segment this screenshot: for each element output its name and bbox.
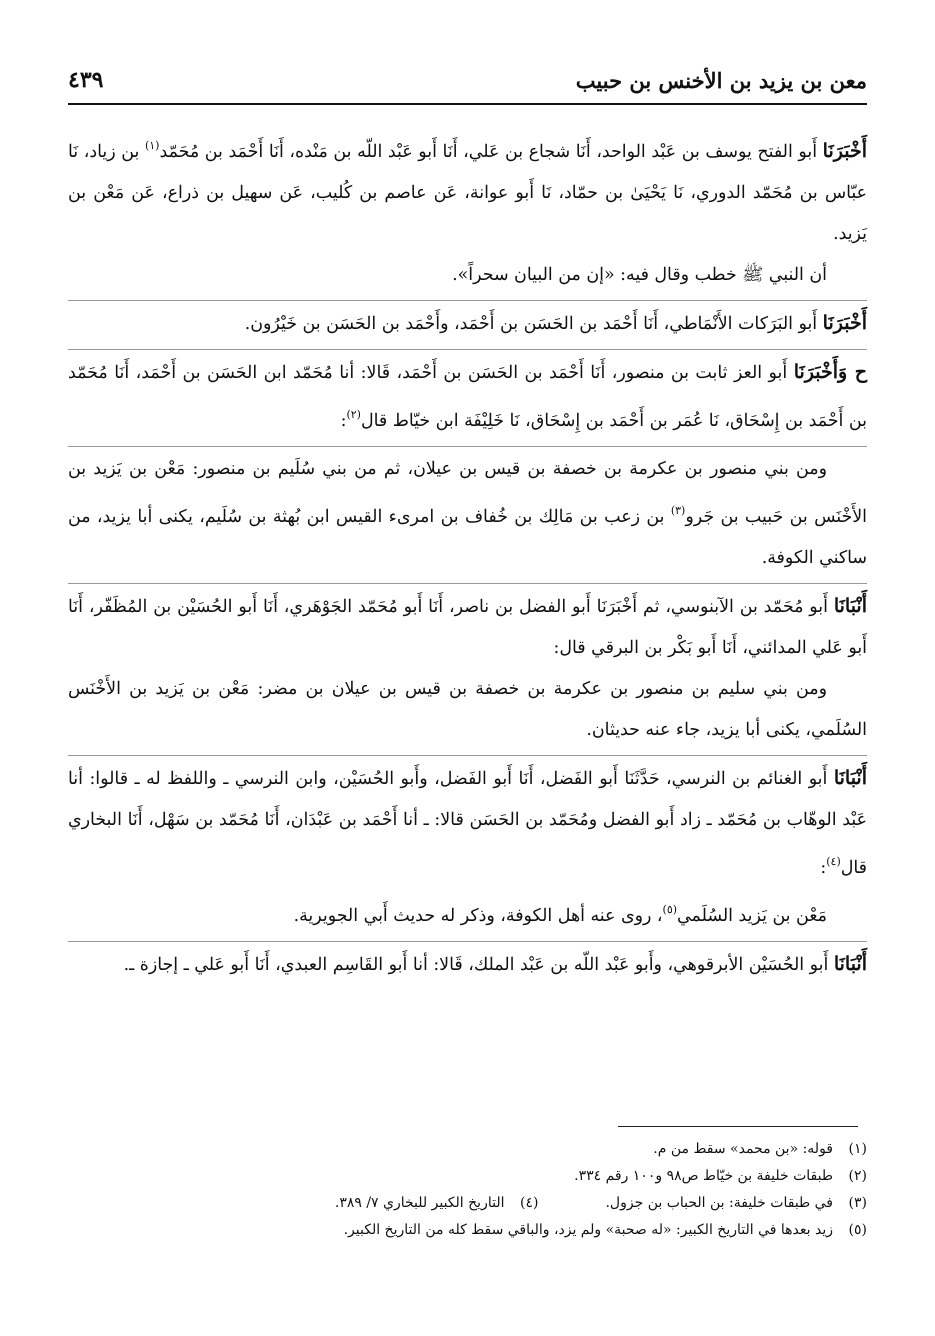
footnote-number: (٢): [848, 1168, 867, 1184]
footnote-text: طبقات خليفة بن خيّاط ص٩٨ و١٠٠ رقم ٣٣٤.: [574, 1168, 833, 1184]
footnote-number: (٣): [848, 1195, 867, 1211]
paragraph-text-cont: بن زياد، نَا عبّاس بن مُحَمّد الدوري، نَا يَحْيَىٰ بن حمّاد، نَا أَبو عوانة، عَن عاصم بن كُليب، عَن سهيل بن ذراع، عَن مَعْن بن يَزيد.: [68, 142, 867, 244]
footnote-ref: (٥): [662, 903, 678, 916]
paragraph-2: [68, 255, 867, 296]
paragraph-lead: أَخْبَرَنَا: [822, 140, 867, 162]
footnote-ref: (٣): [670, 504, 686, 517]
paragraph-text: أَبو مُحَمّد بن الآبنوسي، ثم أَخْبَرَنَا أَبو الفضل بن ناصر، أَنَا أَبو مُحَمّد الجَوْهَري، أَنَا أَبو الحُسَيْن بن المُظَفّر، أَنَا أَبو عَلي المدائني، أَنَا أَبو بَكْر بن البرقي قال:: [68, 597, 867, 658]
paragraph-text-cont: بن زعب بن مَالِك بن خُفاف بن امرىء القيس ابن بُهثة بن سُلَيم، يكنى أبا يزيد، من ساكني الكوفة.: [68, 507, 867, 568]
running-header: [68, 58, 867, 102]
footnote-rule: [618, 1126, 858, 1127]
paragraph-lead: ح وَأَخْبَرَنَا: [793, 361, 868, 383]
footnote-text: قوله: «بن محمد» سقط من م.: [653, 1141, 833, 1157]
paragraph-text-cont: ، روى عنه أهل الكوفة، وذكر له حديث أَبي الجويرية.: [293, 906, 663, 926]
footnote-5: [68, 1217, 867, 1244]
paragraph-text-cont: :: [340, 411, 347, 431]
paragraph-1: [68, 125, 867, 255]
paragraph-lead: أَنْبَانَا: [833, 953, 867, 975]
paragraph-lead: أَنْبَانَا: [833, 595, 867, 617]
paragraph-lead: أَنْبَانَا: [833, 767, 867, 789]
footnote-number: (١): [848, 1141, 867, 1157]
footnote-text: التاريخ الكبير للبخاري ٧/ ٣٨٩.: [334, 1195, 505, 1211]
paragraph-text: أن النبي ﷺ خطب وقال فيه: «إن من البيان سحراً».: [452, 265, 827, 285]
header-rule: [68, 103, 867, 105]
paragraph-text: أَبو الحُسَيْن الأبرقوهي، وأَبو عَبْد اللّه بن عَبْد الملك، قَالا: أنا أَبو القَاسِم العبدي، أَنَا أَبو عَلي ـ إجازة ـ.: [123, 955, 834, 975]
paragraph-text: ومن بني منصور بن عكرمة بن خصفة بن قيس بن عيلان، ثم من بني سُلَيم بن منصور: مَعْن بن يَزيد بن الأَخْنَس بن حَبيب بن جَرو: [68, 459, 867, 527]
paragraph-4: [68, 349, 867, 442]
paragraph-text: أَبو العز ثابت بن منصور، أَنَا أَحْمَد بن الحَسَن بن أَحْمَد، قَالا: أنا مُحَمّد ابن الحَسَن بن أَحْمَد، أَنَا مُحَمّد بن أَحْمَد بن إِسْحَاق، نَا عُمَر بن أَحْمَد بن إِسْحَاق، نَا خَلِيْفَة ابن خيّاط قال: [68, 363, 867, 431]
paragraph-3: [68, 300, 867, 345]
paragraph-5: [68, 446, 867, 579]
paragraph-lead: أَخْبَرَنَا: [822, 312, 867, 334]
main-text: [68, 125, 867, 986]
paragraph-text: أَبو الفتح يوسف بن عَبْد الواحد، أَنَا شجاع بن عَلي، أَنَا أَبو عَبْد اللّه بن مَنْده، أَنَا أَحْمَد بن مُحَمّد: [159, 142, 823, 162]
paragraph-text: ومن بني سليم بن منصور بن عكرمة بن خصفة بن قيس بن عيلان بن مضر: مَعْن بن يَزيد بن الأَخْنَس السُلَمي، يكنى أبا يزيد، جاء عنه حديثان.: [68, 679, 867, 740]
footnote-ref: (١): [144, 139, 160, 152]
paragraph-8: [68, 755, 867, 889]
footnote-ref: (٤): [826, 855, 841, 868]
paragraph-text-cont: :: [820, 858, 827, 878]
paragraph-text: أَبو الغنائم بن النرسي، حَدَّثَنَا أَبو الفَضل، أَنَا أَبو الفَضل، وأَبو الحُسَيْن، وابن النرسي ـ واللفظ له ـ قالوا: أنا عَبْد الوهّاب بن مُحَمّد ـ زاد أَبو الفضل ومُحَمّد بن الحَسَن قالا: ـ أنا أَحْمَد بن عَبْدَان، أَنَا مُحَمّد بن سَهْل، أَنَا البخاري قال: [68, 769, 867, 878]
footnote-1: [68, 1136, 867, 1163]
footnote-2: [68, 1163, 867, 1190]
paragraph-text: مَعْن بن يَزيد السُلَمي: [677, 906, 827, 926]
paragraph-10: [68, 941, 867, 986]
footnote-text: في طبقات خليفة: بن الحباب بن جزول.: [605, 1195, 833, 1211]
footnote-3-4: [68, 1190, 867, 1217]
footnote-number: (٥): [848, 1222, 867, 1238]
running-title: معن بن يزيد بن الأخنس بن حبيب: [575, 67, 867, 93]
paragraph-text: أَبو البَرَكات الأَنْمَاطي، أَنَا أَحْمَد بن الحَسَن بن أَحْمَد، وأَحْمَد بن الحَسَن بن خَيْرُون.: [244, 314, 823, 334]
footnote-text: زيد بعدها في التاريخ الكبير: «له صحبة» ولم يزد، والباقي سقط كله من التاريخ الكبير.: [343, 1222, 833, 1238]
footnote-ref: (٢): [346, 408, 361, 421]
footnotes: [68, 1136, 867, 1244]
footnote-number: (٤): [520, 1195, 539, 1211]
page-number: ٤٣٩: [68, 67, 104, 93]
paragraph-7: [68, 669, 867, 751]
paragraph-9: [68, 889, 867, 937]
paragraph-6: [68, 583, 867, 669]
